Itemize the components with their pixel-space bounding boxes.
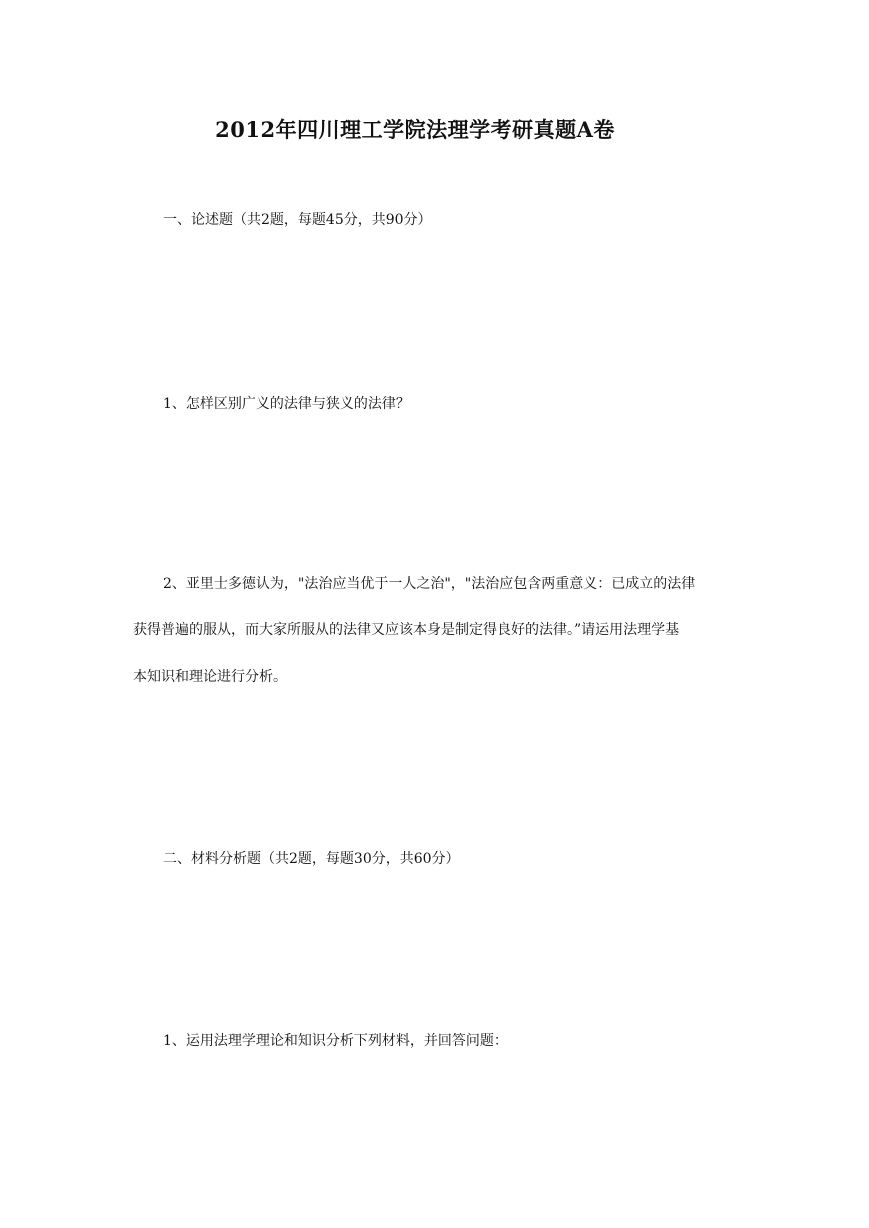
question-1-text: 1、怎样区别广义的法律与狭义的法律？ xyxy=(163,396,410,412)
question-2-line-2: 获得普遍的服从，而大家所服从的法律又应该本身是制定得良好的法律。”请运用法理学基 xyxy=(133,622,680,638)
question-2-line-3: 本知识和理论进行分析。 xyxy=(133,669,287,685)
page-title: 2012年四川理工学院法理学考研真题A卷 xyxy=(215,117,615,142)
section-2-heading: 二、材料分析题（共2题，每题30分，共60分） xyxy=(163,851,460,867)
section-1-heading: 一、论述题（共2题，每题45分，共90分） xyxy=(163,212,432,228)
question-2-line-1: 2、亚里士多德认为，"法治应当优于一人之治"，"法治应包含两重意义：已成立的法律 xyxy=(163,576,696,592)
material-question-1-text: 1、运用法理学理论和知识分析下列材料，并回答问题： xyxy=(163,1033,508,1049)
